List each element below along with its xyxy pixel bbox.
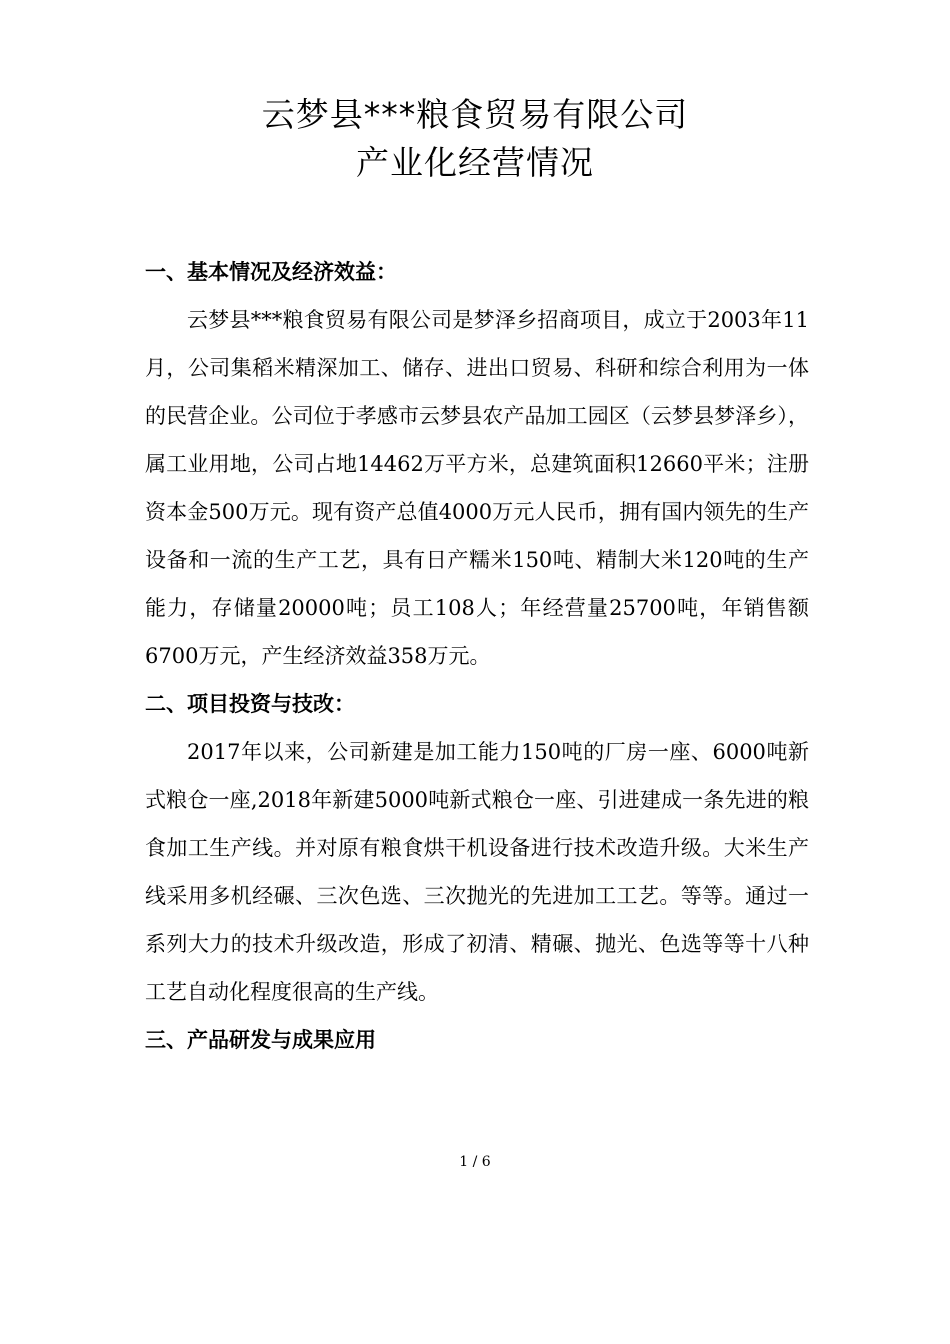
section-paragraph-basic-info: 云梦县***粮食贸易有限公司是梦泽乡招商项目，成立于2003年11月，公司集稻米精深加工、储存、进出口贸易、科研和综合利用为一体的民营企业。公司位于孝感市云梦县农产品加工园区（云梦县梦泽乡），属工业用地，公司占地14462万平方米，总建筑面积12660平米；注册资本金500万元。现有资产总值4000万元人民币，拥有国内领先的生产设备和一流的生产工艺，具有日产糯米150吨、精制大米120吨的生产能力，存储量20000吨；员工108人；年经营量25700吨，年销售额6700万元，产生经济效益358万元。: [145, 308, 809, 668]
page-number: 1 / 6: [459, 1154, 491, 1170]
document-title-line2: 产业化经营情况: [356, 143, 594, 182]
document-body: [145, 248, 809, 1064]
section-heading-investment: 二、项目投资与技改：: [145, 692, 355, 716]
section-paragraph-investment: 2017年以来，公司新建是加工能力150吨的厂房一座、6000吨新式粮仓一座,2018年新建5000吨新式粮仓一座、引进建成一条先进的粮食加工生产线。并对原有粮食烘干机设备进行技术改造升级。大米生产线采用多机经碾、三次色选、三次抛光的先进加工工艺。等等。通过一系列大力的技术升级改造，形成了初清、精碾、抛光、色选等等十八种工艺自动化程度很高的生产线。: [145, 740, 809, 1004]
document-title-line1: 云梦县***粮食贸易有限公司: [261, 95, 689, 134]
section-heading-basic-info: 一、基本情况及经济效益：: [145, 260, 397, 284]
section-heading-rd: 三、产品研发与成果应用: [145, 1028, 376, 1052]
